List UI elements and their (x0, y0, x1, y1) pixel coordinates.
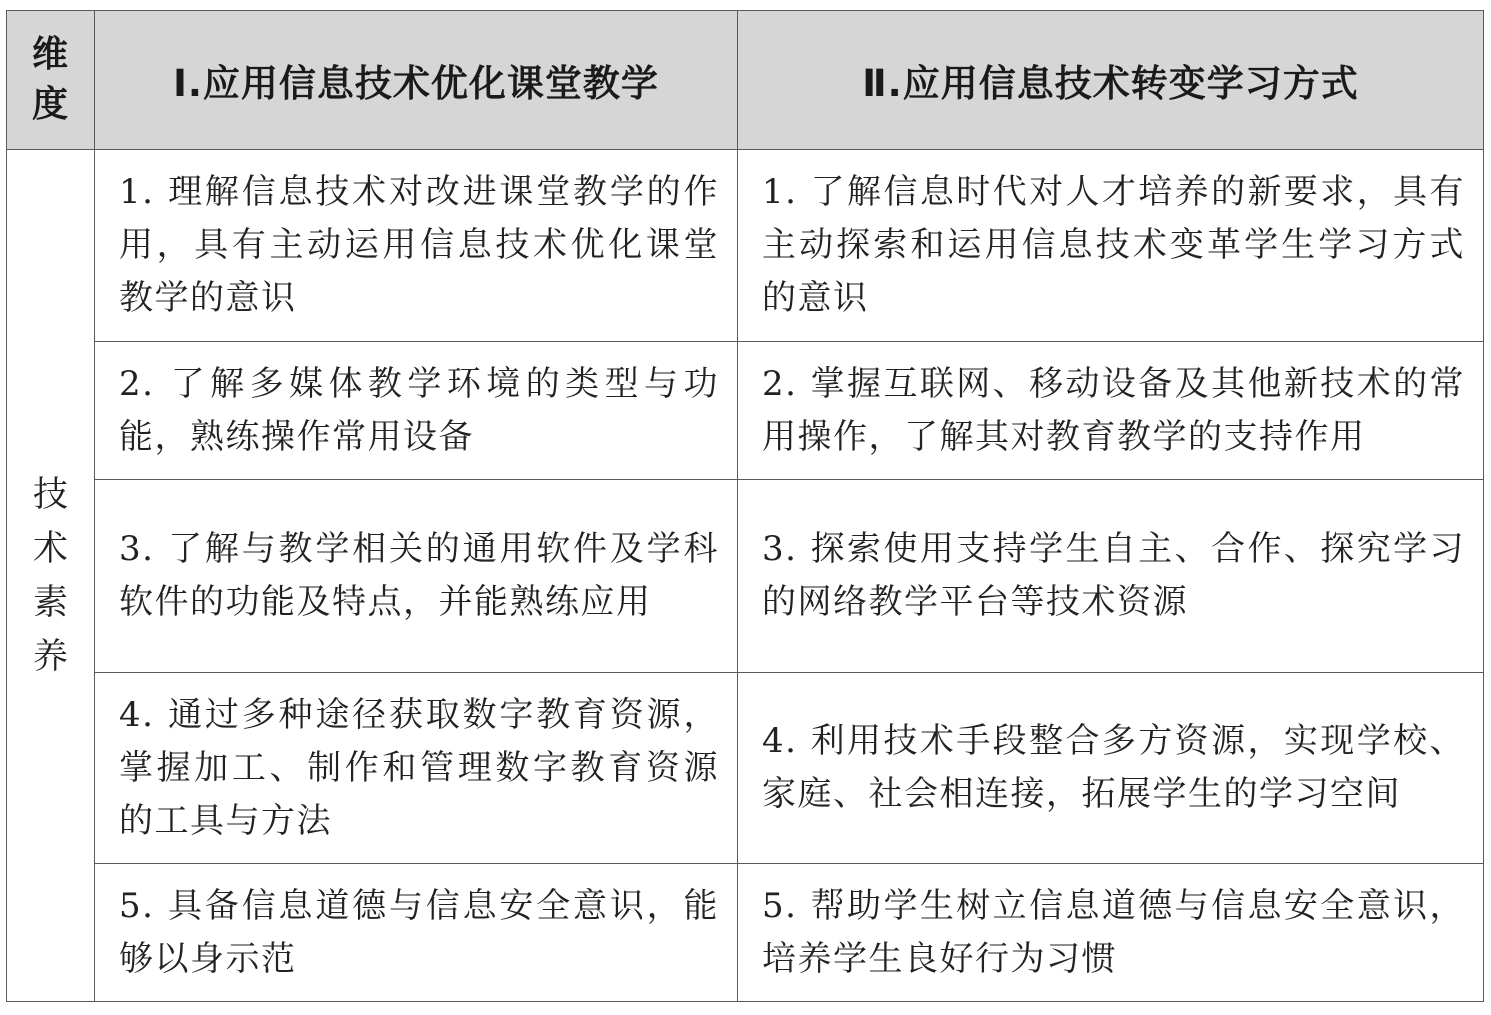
column-header-optimize-teaching: Ⅰ.应用信息技术优化课堂教学 (95, 11, 738, 150)
dimension-label-char: 技 (32, 474, 68, 515)
table-row (7, 150, 1484, 342)
table-row (7, 673, 1484, 864)
table-cell-col2: 5. 帮助学生树立信息道德与信息安全意识，培养学生良好行为习惯 (738, 864, 1484, 1002)
table-cell-col1: 5. 具备信息道德与信息安全意识，能够以身示范 (95, 864, 738, 1002)
dimension-label-char: 养 (32, 636, 68, 677)
table-cell-col2: 2. 掌握互联网、移动设备及其他新技术的常用操作，了解其对教育教学的支持作用 (738, 342, 1484, 480)
table-row (7, 480, 1484, 673)
dimension-label-char: 素 (32, 582, 68, 623)
dimension-label-char: 术 (32, 528, 68, 569)
dimension-label-cell (7, 150, 95, 1002)
table-row (7, 342, 1484, 480)
competency-standards-table (6, 10, 1484, 1002)
table-cell-col2: 1. 了解信息时代对人才培养的新要求，具有主动探索和运用信息技术变革学生学习方式的意识 (738, 150, 1484, 342)
table-row (7, 864, 1484, 1002)
table-cell-col1: 4. 通过多种途径获取数字教育资源，掌握加工、制作和管理数字教育资源的工具与方法 (95, 673, 738, 864)
dimension-header-char: 度 (31, 84, 69, 125)
table-cell-col2: 3. 探索使用支持学生自主、合作、探究学习的网络教学平台等技术资源 (738, 480, 1484, 673)
column-header-transform-learning: Ⅱ.应用信息技术转变学习方式 (738, 11, 1484, 150)
dimension-column-header (7, 11, 95, 150)
table-cell-col1: 3. 了解与教学相关的通用软件及学科软件的功能及特点，并能熟练应用 (95, 480, 738, 673)
table-cell-col1: 1. 理解信息技术对改进课堂教学的作用，具有主动运用信息技术优化课堂教学的意识 (95, 150, 738, 342)
table-cell-col1: 2. 了解多媒体教学环境的类型与功能，熟练操作常用设备 (95, 342, 738, 480)
table-header-row (7, 11, 1484, 150)
dimension-header-char: 维 (31, 34, 69, 75)
table-cell-col2: 4. 利用技术手段整合多方资源，实现学校、家庭、社会相连接，拓展学生的学习空间 (738, 673, 1484, 864)
